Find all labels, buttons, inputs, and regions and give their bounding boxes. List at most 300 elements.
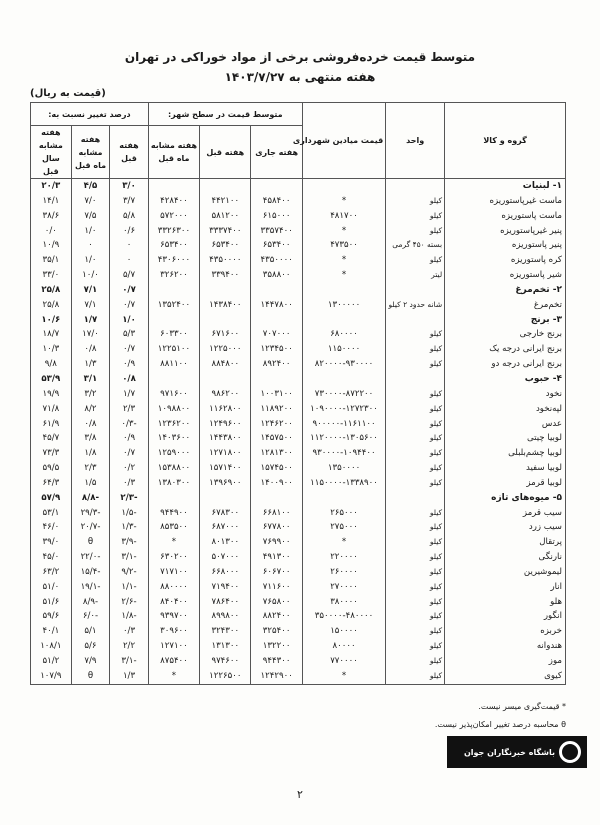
table-row [31,298,566,313]
cell-current: ۸۸۲۴۰۰ [251,609,302,624]
cell-change-year: ۵۳/۹ [31,372,72,387]
cell-change-month: ۲/۳ [71,461,110,476]
cell-prev: ۱۲۲۵۰۰۰ [200,342,251,357]
table-row [31,238,566,253]
header-unit: واحد [386,103,445,179]
cell-change-prev: ۲/۳ [110,402,149,417]
table-row [31,327,566,342]
cell-prev: ۱۱۶۲۸۰۰ [200,402,251,417]
cell-unit: بسته ۴۵۰ گرمی [386,238,445,253]
cell-municipal: ۱۰۹۰۰۰۰-۱۲۷۲۳۰۰ [302,402,385,417]
cell-change-prev: ۳/۰ [110,179,149,194]
cell-change-prev: ۰/۳ [110,476,149,491]
cell-change-prev: ۲/۲ [110,639,149,654]
cell-change-prev: ۰/۹ [110,431,149,446]
cell-prev: ۳۲۴۳۰۰ [200,624,251,639]
cell-change-prev: ۰/۸ [110,372,149,387]
table-body [31,179,566,685]
cell-month: ۱۲۵۹۰۰۰ [148,446,199,461]
cell-municipal: ۹۰۰۰۰۰-۱۱۶۱۱۰۰ [302,417,385,432]
cell-name: خربزه [445,624,566,639]
cell-change-prev: ۵/۳ [110,327,149,342]
cell-name: کره پاستوریزه [445,253,566,268]
cell-change-year: ۵۱/۶ [31,595,72,610]
cell-name: موز [445,654,566,669]
cell-month: ۹۳۹۷۰۰ [148,609,199,624]
cell-change-month: ۱/۰ [71,253,110,268]
cell-name: برنج خارجی [445,327,566,342]
cell-change-prev: -۲/۳ [110,491,149,506]
cell-month: ۱۲۲۵۱۰۰ [148,342,199,357]
cell-prev: ۶۷۱۶۰۰ [200,327,251,342]
cell-change-year: ۶۳/۲ [31,565,72,580]
cell-municipal: ۷۷۰۰۰۰ [302,654,385,669]
cell-name: برنج ایرانی درجه یک [445,342,566,357]
cell-change-prev: ۱/۰ [110,313,149,328]
cell-unit: کیلو [386,417,445,432]
cell-change-year: ۲۰/۳ [31,179,72,194]
cell-change-prev: -۱/۳ [110,520,149,535]
cell-change-month: -۱۵/۴ [71,565,110,580]
cell-name: ۴- حبوب [445,372,566,387]
cell-current: ۱۵۷۴۵۰۰ [251,461,302,476]
cell-change-month: ۷/۱ [71,298,110,313]
cell-change-year: ۱۸/۷ [31,327,72,342]
table-row [31,476,566,491]
cell-change-prev: ۰/۷ [110,298,149,313]
cell-change-prev: ۰/۹ [110,357,149,372]
cell-month: ۱۵۳۸۸۰۰ [148,461,199,476]
cell-municipal: ۲۶۵۰۰۰ [302,506,385,521]
cell-prev: ۶۶۸۰۰۰ [200,565,251,580]
cell-municipal: ۲۷۰۰۰۰ [302,580,385,595]
cell-month: ۵۷۲۰۰۰ [148,209,199,224]
table-row [31,565,566,580]
header-ch-month: هفته مشابه ماه قبل [71,126,110,179]
cell-unit: کیلو [386,357,445,372]
cell-change-year: ۴۰/۱ [31,624,72,639]
cell-unit: کیلو [386,327,445,342]
cell-change-month: -۱۹/۱ [71,580,110,595]
cell-prev: ۹۸۶۲۰۰ [200,387,251,402]
cell-change-month: ۷/۱ [71,283,110,298]
cell-current: ۱۴۵۷۵۰۰ [251,431,302,446]
cell-name: نارنگی [445,550,566,565]
cell-unit: کیلو [386,194,445,209]
cell-month: ۸۷۵۴۰۰ [148,654,199,669]
cell-prev: ۵۰۷۰۰۰ [200,550,251,565]
cell-prev: ۱۳۹۶۹۰۰ [200,476,251,491]
cell-change-prev: -۱/۵ [110,506,149,521]
cell-municipal [302,283,385,298]
cell-unit: کیلو [386,402,445,417]
table-row [31,550,566,565]
cell-month: ۹۴۴۹۰۰ [148,506,199,521]
cell-name: پنیر غیرپاستوریزه [445,224,566,239]
cell-change-month: ۷/۹ [71,654,110,669]
cell-month: * [148,669,199,684]
cell-change-year: ۳۸/۶ [31,209,72,224]
cell-prev: ۵۸۱۲۰۰ [200,209,251,224]
cell-name: ماست پاستوریزه [445,209,566,224]
cell-name: لوبیا قرمز [445,476,566,491]
cell-name: لوبیا چیتی [445,431,566,446]
price-unit-note: (قیمت به ریال) [30,88,106,99]
footnote-star: * قیمت‌گیری میسر نیست. [478,702,566,711]
table-row [31,624,566,639]
cell-change-year: ۷۳/۳ [31,446,72,461]
cell-change-prev: ۰/۷ [110,446,149,461]
cell-unit: کیلو [386,520,445,535]
cell-change-year: ۷۱/۸ [31,402,72,417]
cell-change-year: ۵۷/۹ [31,491,72,506]
cell-unit: کیلو [386,639,445,654]
cell-change-prev: -۳/۹ [110,535,149,550]
cell-change-year: ۴۵/۷ [31,431,72,446]
cell-change-month: ۸/۲ [71,402,110,417]
cell-unit: کیلو [386,506,445,521]
cell-prev: ۱۲۴۹۶۰۰ [200,417,251,432]
cell-current: ۱۲۳۴۵۰۰ [251,342,302,357]
cell-change-year: ۴۶/۰ [31,520,72,535]
cell-change-month: ۳/۸ [71,431,110,446]
cell-unit: لیتر [386,268,445,283]
cell-prev: ۸۸۴۸۰۰ [200,357,251,372]
cell-unit: کیلو [386,565,445,580]
cell-name: سیب زرد [445,520,566,535]
cell-current [251,179,302,194]
cell-municipal: ۱۵۰۰۰۰ [302,624,385,639]
cell-change-month: ۵/۶ [71,639,110,654]
table-category-row [31,283,566,298]
cell-change-prev: ۱/۷ [110,387,149,402]
table-row [31,342,566,357]
cell-unit [386,283,445,298]
cell-current: ۳۵۸۸۰۰ [251,268,302,283]
cell-name: انار [445,580,566,595]
cell-month: ۸۸۱۱۰۰ [148,357,199,372]
cell-change-year: ۲۵/۸ [31,298,72,313]
page-title: متوسط قیمت خرده‌فروشی برخی از مواد خوراکی در تهران [124,50,476,64]
cell-current [251,372,302,387]
cell-change-prev: -۲/۶ [110,595,149,610]
cell-month: ۴۲۸۴۰۰ [148,194,199,209]
table-category-row [31,179,566,194]
cell-name: تخم‌مرغ [445,298,566,313]
cell-unit: کیلو [386,387,445,402]
cell-unit: کیلو [386,209,445,224]
cell-change-month: ۰/۸ [71,342,110,357]
cell-current: ۱۲۸۱۳۰۰ [251,446,302,461]
cell-unit: کیلو [386,609,445,624]
cell-change-year: ۵۱/۲ [31,654,72,669]
cell-change-month: ۵/۱ [71,624,110,639]
cell-prev: ۷۸۶۴۰۰ [200,595,251,610]
cell-change-prev: -۳/۱ [110,550,149,565]
page-subtitle: هفته منتهی به ۱۴۰۳/۷/۲۷ [224,70,376,84]
cell-current: ۳۳۵۷۴۰۰ [251,224,302,239]
cell-name: لوبیا چشم‌بلبلی [445,446,566,461]
cell-name: لیموشیرین [445,565,566,580]
header-prev: هفته قبل [200,126,251,179]
cell-name: ۱- لبنیات [445,179,566,194]
cell-change-prev: ۱/۳ [110,669,149,684]
table-row [31,357,566,372]
cell-change-month: ۱/۷ [71,313,110,328]
cell-change-prev: ۵/۷ [110,268,149,283]
table-row [31,506,566,521]
cell-current: ۷۶۹۹۰۰ [251,535,302,550]
cell-municipal: * [302,253,385,268]
cell-prev: ۱۴۴۳۸۰۰ [200,431,251,446]
table-row [31,268,566,283]
cell-month: ۳۳۲۶۳۰۰ [148,224,199,239]
page-number: ۲ [297,788,303,801]
cell-municipal [302,372,385,387]
cell-unit: کیلو [386,253,445,268]
table-row [31,417,566,432]
cell-month: ۶۰۳۳۰۰ [148,327,199,342]
cell-unit: کیلو [386,595,445,610]
cell-change-year: ۲۵/۸ [31,283,72,298]
cell-municipal [302,179,385,194]
cell-change-prev: ۰/۷ [110,342,149,357]
cell-unit: کیلو [386,461,445,476]
cell-unit [386,313,445,328]
cell-unit: کیلو [386,446,445,461]
header-prev-month: هفته مشابه ماه قبل [148,126,199,179]
cell-change-year: ۶۱/۹ [31,417,72,432]
cell-change-month: -۲۰/۷ [71,520,110,535]
table-row [31,224,566,239]
cell-prev [200,372,251,387]
cell-municipal: ۳۵۰۰۰۰-۴۸۰۰۰۰ [302,609,385,624]
cell-prev: ۷۱۹۴۰۰ [200,580,251,595]
cell-change-year: ۱۰/۹ [31,238,72,253]
cell-current [251,491,302,506]
cell-change-year: ۱۰/۶ [31,313,72,328]
cell-change-month: -۲۲/۰ [71,550,110,565]
cell-change-prev: ۰/۳ [110,624,149,639]
cell-current: ۹۴۴۳۰۰ [251,654,302,669]
cell-change-year: ۳۵/۱ [31,253,72,268]
cell-unit: کیلو [386,535,445,550]
cell-prev: ۸۰۱۳۰۰ [200,535,251,550]
cell-current: ۴۵۸۴۰۰ [251,194,302,209]
table-row [31,402,566,417]
cell-current: ۶۵۳۴۰۰ [251,238,302,253]
footnote-theta: θ محاسبه درصد تغییر امکان‌پذیر نیست. [434,720,566,729]
cell-month: ۴۳۰۶۰۰۰ [148,253,199,268]
cell-municipal: ۴۸۱۷۰۰ [302,209,385,224]
cell-change-month: ۱/۳ [71,357,110,372]
cell-change-month: ۰ [71,238,110,253]
cell-name: برنج ایرانی درجه دو [445,357,566,372]
cell-change-month: ۱/۵ [71,476,110,491]
cell-unit: کیلو [386,580,445,595]
table-row [31,431,566,446]
price-table [30,102,566,685]
cell-municipal: * [302,194,385,209]
cell-municipal: ۱۳۵۰۰۰۰ [302,461,385,476]
cell-municipal: ۱۳۰۰۰۰۰ [302,298,385,313]
cell-month: ۱۳۵۲۴۰۰ [148,298,199,313]
cell-prev: ۱۴۳۸۴۰۰ [200,298,251,313]
header-municipal: قیمت میادین شهرداری [302,103,385,179]
cell-municipal: ۶۸۰۰۰۰ [302,327,385,342]
table-category-row [31,372,566,387]
cell-prev: ۱۵۷۱۴۰۰ [200,461,251,476]
cell-month: ۸۴۰۴۰۰ [148,595,199,610]
cell-month: ۶۵۳۴۰۰ [148,238,199,253]
cell-prev: ۱۲۲۶۵۰۰ [200,669,251,684]
cell-change-prev: -۱/۱ [110,580,149,595]
cell-month: ۱۲۳۶۲۰۰ [148,417,199,432]
cell-unit: کیلو [386,342,445,357]
table-category-row [31,491,566,506]
cell-current: ۸۹۲۴۰۰ [251,357,302,372]
cell-month: ۹۷۱۶۰۰ [148,387,199,402]
cell-prev: ۶۵۳۴۰۰ [200,238,251,253]
cell-change-month: ۳/۱ [71,372,110,387]
table-row [31,461,566,476]
cell-municipal: * [302,224,385,239]
cell-prev [200,313,251,328]
table-row [31,253,566,268]
table-row [31,446,566,461]
cell-current: ۶۶۸۱۰۰ [251,506,302,521]
cell-month: ۷۱۷۱۰۰ [148,565,199,580]
header-avg-group: متوسط قیمت در سطح شهر: [148,103,302,126]
cell-month: ۶۳۰۲۰۰ [148,550,199,565]
cell-prev: ۴۴۲۱۰۰ [200,194,251,209]
cell-prev: ۹۷۴۶۰۰ [200,654,251,669]
cell-change-year: ۵۳/۱ [31,506,72,521]
cell-municipal: ۱۱۲۰۰۰۰-۱۳۰۵۶۰۰ [302,431,385,446]
cell-municipal: * [302,268,385,283]
table-row [31,387,566,402]
cell-change-month: -۶/۰ [71,609,110,624]
cell-change-year: ۱۰۸/۱ [31,639,72,654]
cell-change-year: ۵۹/۶ [31,609,72,624]
cell-change-year: ۶۴/۳ [31,476,72,491]
cell-current: ۴۹۱۳۰۰ [251,550,302,565]
cell-unit: کیلو [386,476,445,491]
cell-change-prev: -۹/۲ [110,565,149,580]
cell-municipal: ۱۱۵۰۰۰۰ [302,342,385,357]
cell-current: ۱۲۴۲۹۰۰ [251,669,302,684]
header-current: هفته جاری [251,126,302,179]
cell-current: ۶۰۶۷۰۰ [251,565,302,580]
cell-change-prev: ۰ [110,238,149,253]
cell-current: ۱۴۴۷۸۰۰ [251,298,302,313]
cell-name: نخود [445,387,566,402]
cell-name: ۳- برنج [445,313,566,328]
cell-municipal: ۷۳۰۰۰۰-۸۷۲۲۰۰ [302,387,385,402]
cell-unit [386,372,445,387]
header-change-group: درصد تغییر نسبت به: [31,103,149,126]
cell-change-year: ۰/۰ [31,224,72,239]
cell-name: کیوی [445,669,566,684]
cell-name: ماست غیرپاستوریزه [445,194,566,209]
logo-text: باشگاه خبرنگاران جوان [463,747,555,757]
cell-month [148,179,199,194]
cell-unit: کیلو [386,224,445,239]
cell-change-month: ۱/۸ [71,446,110,461]
table-row [31,669,566,684]
cell-change-prev: ۰/۲ [110,461,149,476]
cell-current [251,283,302,298]
cell-current: ۱۴۰۰۹۰۰ [251,476,302,491]
cell-municipal: ۲۶۰۰۰۰ [302,565,385,580]
cell-name: هلو [445,595,566,610]
header-ch-prev: هفته قبل [110,126,149,179]
cell-change-month: ۱۰/۰ [71,268,110,283]
cell-prev: ۳۳۹۴۰۰ [200,268,251,283]
cell-change-year: ۵۹/۵ [31,461,72,476]
cell-name: هندوانه [445,639,566,654]
header-group: گروه و کالا [445,103,566,179]
cell-name: لوبیا سفید [445,461,566,476]
cell-prev [200,491,251,506]
cell-month: * [148,535,199,550]
cell-name: شیر پاستوریزه [445,268,566,283]
cell-prev [200,283,251,298]
cell-municipal: ۲۷۵۰۰۰ [302,520,385,535]
logo-icon [559,741,581,763]
cell-unit: کیلو [386,431,445,446]
cell-change-prev: -۱/۸ [110,609,149,624]
cell-name: انگور [445,609,566,624]
cell-name: سیب قرمز [445,506,566,521]
cell-month: ۱۲۷۱۰۰ [148,639,199,654]
cell-change-prev: ۰/۶ [110,224,149,239]
table-row [31,535,566,550]
table-category-row [31,313,566,328]
cell-unit: کیلو [386,654,445,669]
cell-change-month: -۸/۹ [71,595,110,610]
cell-change-month: -۲۹/۳ [71,506,110,521]
cell-name: پنیر پاستوریزه [445,238,566,253]
cell-change-prev: ۰/۷ [110,283,149,298]
cell-change-year: ۹/۸ [31,357,72,372]
cell-current: ۴۳۵۰۰۰۰ [251,253,302,268]
table-row [31,209,566,224]
cell-change-prev: -۳/۱ [110,654,149,669]
table-row [31,520,566,535]
cell-municipal: ۳۸۰۰۰۰ [302,595,385,610]
cell-unit: کیلو [386,624,445,639]
cell-month: ۱۰۹۸۸۰۰ [148,402,199,417]
cell-current: ۱۳۲۲۰۰ [251,639,302,654]
cell-current: ۶۱۵۰۰۰ [251,209,302,224]
cell-prev [200,179,251,194]
cell-municipal: ۱۱۵۰۰۰۰-۱۳۳۸۹۰۰ [302,476,385,491]
cell-change-month: θ [71,669,110,684]
cell-month: ۱۳۸۰۳۰۰ [148,476,199,491]
cell-unit [386,491,445,506]
cell-change-year: ۴۵/۰ [31,550,72,565]
table-row [31,609,566,624]
cell-municipal: ۲۲۰۰۰۰ [302,550,385,565]
cell-prev: ۶۸۷۰۰۰ [200,520,251,535]
cell-change-year: ۳۳/۰ [31,268,72,283]
cell-current: ۱۲۴۶۲۰۰ [251,417,302,432]
table-row [31,595,566,610]
cell-change-prev: ۰ [110,253,149,268]
cell-change-month: ۰/۸ [71,417,110,432]
cell-current: ۱۱۸۹۲۰۰ [251,402,302,417]
